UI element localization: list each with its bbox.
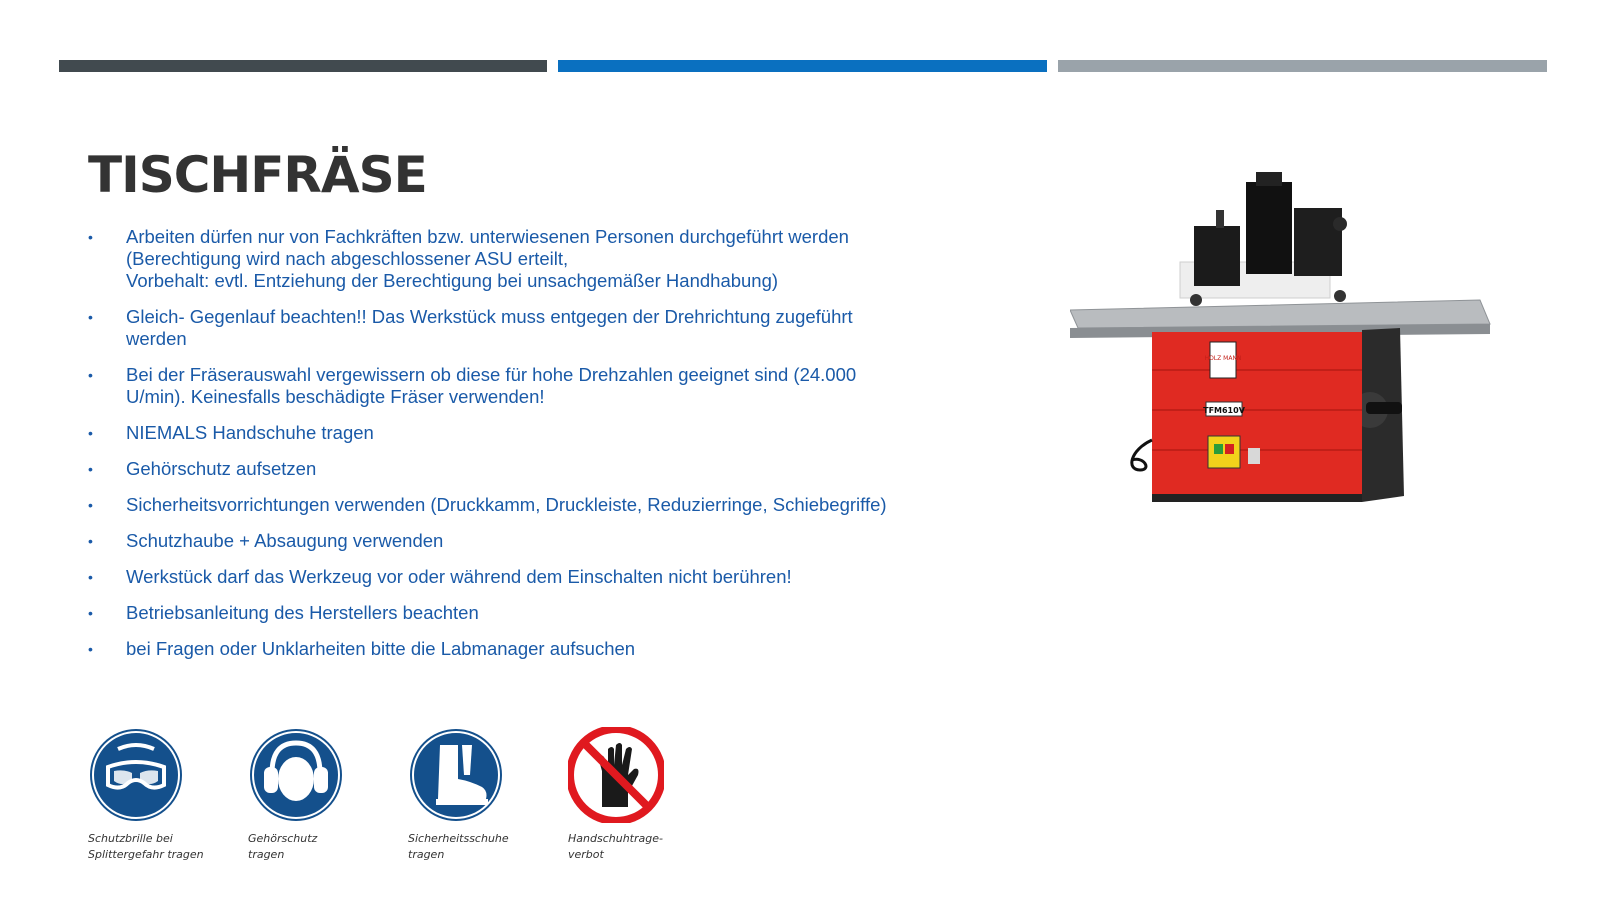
safety-rules-list [88, 226, 938, 674]
list-item [88, 364, 938, 408]
bullet-dot: • [88, 367, 93, 383]
sign-ear-protection [248, 727, 388, 863]
bullet-dot: • [88, 309, 93, 325]
sign-caption: Handschuhtrage- verbot [568, 832, 663, 861]
bullet-dot: • [88, 425, 93, 441]
slide-title: TISCHFRÄSE [88, 146, 427, 204]
list-item [88, 458, 938, 480]
bullet-dot: • [88, 461, 93, 477]
sign-no-gloves [568, 727, 708, 863]
bullet-dot: • [88, 497, 93, 513]
list-item-text: Schutzhaube + Absaugung verwenden [126, 530, 444, 551]
list-item [88, 226, 938, 292]
sign-caption: Schutzbrille bei Splittergefahr tragen [88, 832, 204, 861]
list-item-text: Arbeiten dürfen nur von Fachkräften bzw. unterwiesenen Personen durchgeführt werden (Berechtigung wird nach abgeschlossener ASU erteilt, Vorbehalt: evtl. Entziehung der Berechtigung bei unsachgemäßer Handhabung) [126, 226, 849, 291]
list-item-text: Gehörschutz aufsetzen [126, 458, 317, 479]
bullet-dot: • [88, 605, 93, 621]
list-item-text: Bei der Fräserauswahl vergewissern ob diese für hohe Drehzahlen geeignet sind (24.000 U/min). Keinesfalls beschädigte Fräser verwenden! [126, 364, 857, 407]
safety-glasses-icon [88, 727, 184, 823]
list-item-text: Werkstück darf das Werkzeug vor oder während dem Einschalten nicht berühren! [126, 566, 792, 587]
brand-logo: HOLZ MANN [1204, 355, 1242, 362]
sign-caption: Sicherheitsschuhe tragen [408, 832, 509, 861]
header-bar-dark [59, 60, 547, 72]
sign-safety-boots [408, 727, 548, 863]
list-item [88, 422, 938, 444]
bullet-dot: • [88, 641, 93, 657]
model-label: TFM610V [1203, 406, 1245, 415]
header-bar-grey [1058, 60, 1547, 72]
header-bar-blue [558, 60, 1047, 72]
list-item-text: bei Fragen oder Unklarheiten bitte die Labmanager aufsuchen [126, 638, 636, 659]
list-item [88, 602, 938, 624]
list-item [88, 494, 938, 516]
list-item-text: Gleich- Gegenlauf beachten!! Das Werkstück muss entgegen der Drehrichtung zugeführt werden [126, 306, 853, 349]
safety-boots-icon [408, 727, 504, 823]
bullet-dot: • [88, 533, 93, 549]
list-item [88, 530, 938, 552]
router-table-image [1070, 110, 1510, 530]
list-item [88, 566, 938, 588]
list-item-text: NIEMALS Handschuhe tragen [126, 422, 374, 443]
list-item-text: Betriebsanleitung des Herstellers beachten [126, 602, 479, 623]
sign-caption: Gehörschutz tragen [248, 832, 318, 861]
list-item [88, 306, 938, 350]
no-gloves-icon [568, 727, 664, 823]
sign-safety-glasses [88, 727, 228, 863]
ear-protection-icon [248, 727, 344, 823]
bullet-dot: • [88, 229, 93, 245]
list-item-text: Sicherheitsvorrichtungen verwenden (Druckkamm, Druckleiste, Reduzierringe, Schiebegriffe) [126, 494, 887, 515]
bullet-dot: • [88, 569, 93, 585]
list-item [88, 638, 938, 660]
